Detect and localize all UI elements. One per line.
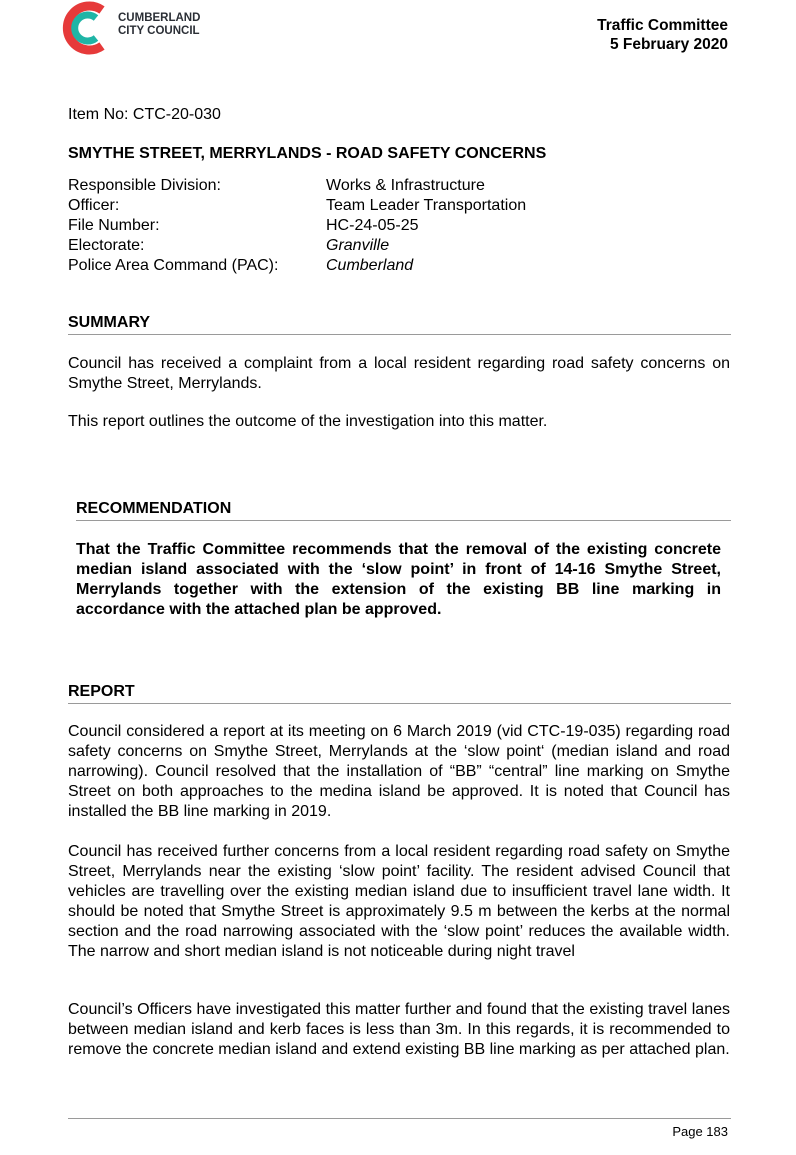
summary-heading: SUMMARY bbox=[68, 314, 731, 335]
item-number: Item No: CTC-20-030 bbox=[68, 106, 221, 123]
logo-text-line2: CITY COUNCIL bbox=[118, 25, 200, 37]
meta-label: Officer: bbox=[68, 197, 120, 214]
recommendation-text: That the Traffic Committee recommends that the removal of the existing concrete median island associated with the ‘slow point’ in front of 14-16 Smythe Street, Merrylands together with the extension of the existing BB line marking in accordance with the attached plan be approved. bbox=[76, 541, 721, 618]
logo-text-line1: CUMBERLAND bbox=[118, 12, 201, 24]
report-paragraph-3: Council’s Officers have investigated this matter further and found that the existing travel lanes between median island and kerb faces is less than 3m. In this regards, it is recommended to remove the concrete median island and extend existing BB line marking as per attached plan. bbox=[68, 1001, 730, 1058]
recommendation-heading: RECOMMENDATION bbox=[76, 500, 731, 521]
meta-value: Works & Infrastructure bbox=[326, 177, 485, 194]
summary-paragraph-2: This report outlines the outcome of the investigation into this matter. bbox=[68, 413, 548, 430]
meta-table bbox=[68, 176, 728, 276]
summary-paragraph-1: Council has received a complaint from a local resident regarding road safety concerns on Smythe Street, Merrylands. bbox=[68, 355, 730, 392]
report-paragraph-2: Council has received further concerns from a local resident regarding road safety on Smythe Street, Merrylands near the existing ‘slow point’ facility. The resident advised Council that vehicles are travelling over the existing median island due to insufficient travel lane width. It should be noted that Smythe Street is approximately 9.5 m between the kerbs at the normal section and the road narrowing associated with the ‘slow point’ reduces the available width. The narrow and short median island is not noticeable during night travel bbox=[68, 843, 730, 960]
meta-value: Team Leader Transportation bbox=[326, 197, 527, 214]
meta-row-officer bbox=[68, 196, 728, 216]
report-title: SMYTHE STREET, MERRYLANDS - ROAD SAFETY CONCERNS bbox=[68, 145, 547, 162]
meta-label: Electorate: bbox=[68, 237, 145, 254]
meta-value: Granville bbox=[326, 237, 390, 254]
meta-label: Police Area Command (PAC): bbox=[68, 257, 279, 274]
council-logo-icon bbox=[58, 0, 114, 56]
meta-row-division bbox=[68, 176, 728, 196]
meta-row-electorate bbox=[68, 236, 728, 256]
meta-value: HC-24-05-25 bbox=[326, 217, 419, 234]
footer-rule bbox=[68, 1118, 731, 1119]
meta-value: Cumberland bbox=[326, 257, 414, 274]
page-number: Page 183 bbox=[672, 1124, 728, 1139]
header-info bbox=[597, 16, 728, 54]
meta-label: Responsible Division: bbox=[68, 177, 221, 194]
committee-name: Traffic Committee bbox=[597, 17, 728, 34]
meeting-date: 5 February 2020 bbox=[609, 36, 728, 53]
meta-row-pac bbox=[68, 256, 728, 276]
report-heading: REPORT bbox=[68, 683, 731, 704]
meta-label: File Number: bbox=[68, 217, 160, 234]
meta-row-file-number bbox=[68, 216, 728, 236]
report-paragraph-1: Council considered a report at its meeting on 6 March 2019 (vid CTC-19-035) regarding road safety concerns on Smythe Street, Merrylands at the ‘slow point‘ (median island and road narrowing). Council resolved that the installation of “BB” “central” line marking on Smythe Street on both approaches to the medina island be approved. It is noted that Council has installed the BB line marking in 2019. bbox=[68, 723, 730, 820]
